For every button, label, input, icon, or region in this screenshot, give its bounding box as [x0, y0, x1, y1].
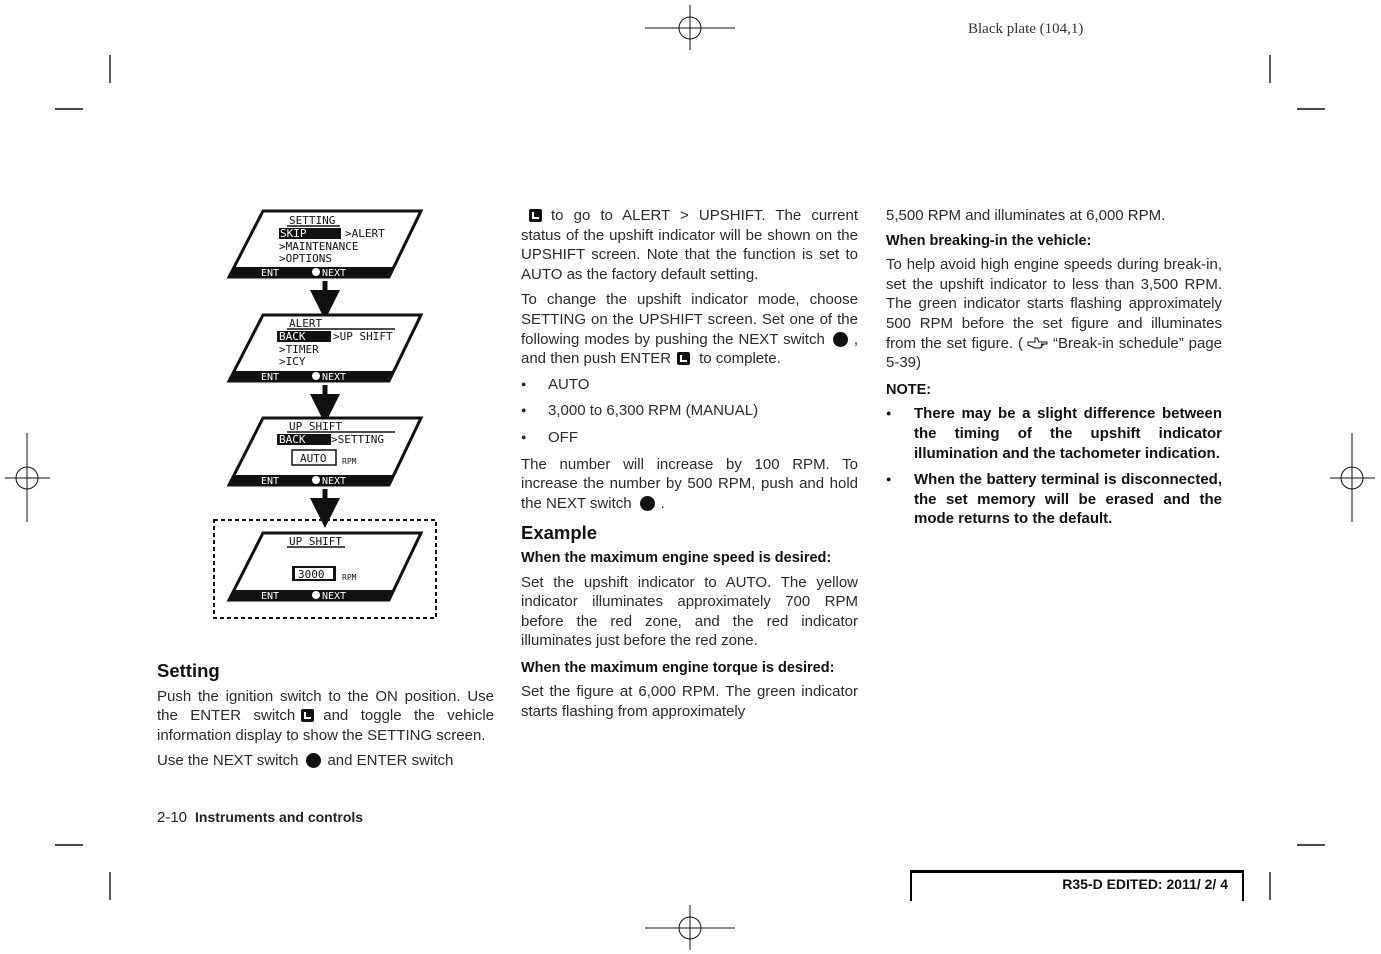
- subheading-torque: When the maximum engine torque is desired:: [521, 659, 835, 676]
- screen2-next: NEXT: [322, 372, 347, 383]
- list-item: ● 3,000 to 6,300 RPM (MANUAL): [521, 401, 858, 421]
- enter-switch-icon: [677, 352, 690, 365]
- screen3-title: UP SHIFT: [289, 420, 342, 433]
- screen1-item: >OPTIONS: [279, 252, 332, 265]
- list-item: ● When the battery terminal is disconnected, the set memory will be erased and the mode returns to the default.: [886, 470, 1222, 529]
- column-3: [886, 206, 1222, 536]
- paragraph: Set the figure at 6,000 RPM. The green indicator starts flashing from approximately: [521, 683, 858, 721]
- note-list: [886, 404, 1222, 529]
- screen2-item: >ICY: [279, 355, 306, 368]
- plate-label: Black plate (104,1): [968, 21, 1084, 37]
- screen1-next: NEXT: [322, 268, 347, 279]
- edited-stamp: [910, 870, 1244, 901]
- screen1-ent: ENT: [261, 268, 280, 279]
- enter-switch-icon: [301, 709, 314, 722]
- screen4-title: UP SHIFT: [289, 535, 342, 548]
- screen-upshift-3000: [229, 533, 421, 602]
- screen-setting: [229, 211, 421, 279]
- paragraph: Push the ignition switch to the ON position. Use the ENTER switch and toggle the vehicle information display to show the SETTING screen.: [157, 687, 494, 744]
- reference-hand-icon: [1027, 336, 1049, 350]
- screen1-title: SETTING: [289, 214, 336, 227]
- section-title: Instruments and controls: [195, 809, 364, 825]
- screen2-title: ALERT: [289, 317, 323, 330]
- edited-label: R35-D EDITED: 2011/ 2/ 4: [1062, 876, 1228, 892]
- screen3-next: NEXT: [322, 476, 347, 487]
- enter-switch-icon: [529, 209, 542, 222]
- next-switch-icon: [640, 496, 655, 511]
- screen1-selected: SKIP: [280, 227, 307, 240]
- heading-setting: Setting: [157, 660, 220, 681]
- page-footer: [157, 809, 363, 826]
- settings-flow-figure: [205, 205, 445, 625]
- paragraph: to go to ALERT > UPSHIFT. The current status of the upshift indicator will be shown on the UPSHIFT screen. Note that the function is set to AUTO as the factory default setting.: [521, 207, 858, 283]
- mode-list: [521, 375, 858, 448]
- screen1-item: >MAINTENANCE: [279, 240, 359, 253]
- screen1-right: >ALERT: [345, 227, 385, 240]
- page-number: 2-10: [157, 809, 188, 826]
- heading-example: Example: [521, 522, 598, 544]
- next-switch-icon: [833, 332, 848, 347]
- paragraph: Use the NEXT switch and ENTER switch: [157, 752, 454, 770]
- paragraph: To change the upshift indicator mode, choose SETTING on the UPSHIFT screen. Set one of the following modes by pushing the NEXT switch , and then push ENTER to complete.: [521, 291, 858, 368]
- screen3-ent: ENT: [261, 476, 280, 487]
- column-2: [521, 206, 858, 728]
- screen4-unit: RPM: [342, 573, 357, 582]
- screen4-next: NEXT: [322, 591, 347, 602]
- screen3-right: >SETTING: [331, 433, 384, 446]
- next-switch-icon: [306, 753, 321, 768]
- list-item: ● There may be a slight difference between the timing of the upshift indicator illumination and the tachometer indication.: [886, 404, 1222, 463]
- list-item: ● OFF: [521, 428, 858, 448]
- list-item: ● AUTO: [521, 375, 858, 395]
- screen3-unit: RPM: [342, 457, 357, 466]
- paragraph: To help avoid high engine speeds during break-in, set the upshift indicator to less than 3,500 RPM. The green indicator starts flashing approximately 500 RPM before the set figure and illuminates from the set figure. ( “Break-in schedule” page 5-39): [886, 256, 1223, 372]
- screen2-right: >UP SHIFT: [333, 330, 393, 343]
- column-1: [157, 661, 494, 777]
- screen4-value: 3000: [298, 568, 325, 581]
- screen2-item: >TIMER: [279, 343, 319, 356]
- screen2-ent: ENT: [261, 372, 280, 383]
- screen2-selected: BACK: [279, 330, 306, 343]
- paragraph: Set the upshift indicator to AUTO. The yellow indicator illuminates approximately 700 RPM before the red zone, and the red indicator illuminates just before the red zone.: [521, 573, 858, 650]
- subheading-speed: When the maximum engine speed is desired:: [521, 549, 832, 566]
- paragraph: 5,500 RPM and illuminates at 6,000 RPM.: [886, 207, 1166, 224]
- screen-alert: [229, 315, 421, 383]
- screen4-ent: ENT: [261, 591, 280, 602]
- screen-upshift-auto: [229, 418, 421, 487]
- note-heading: NOTE:: [886, 381, 932, 398]
- paragraph: The number will increase by 100 RPM. To increase the number by 500 RPM, push and hold the NEXT switch .: [521, 455, 858, 512]
- subheading-break-in: When breaking-in the vehicle:: [886, 232, 1092, 249]
- screen3-value: AUTO: [300, 452, 327, 465]
- screen3-selected: BACK: [279, 433, 306, 446]
